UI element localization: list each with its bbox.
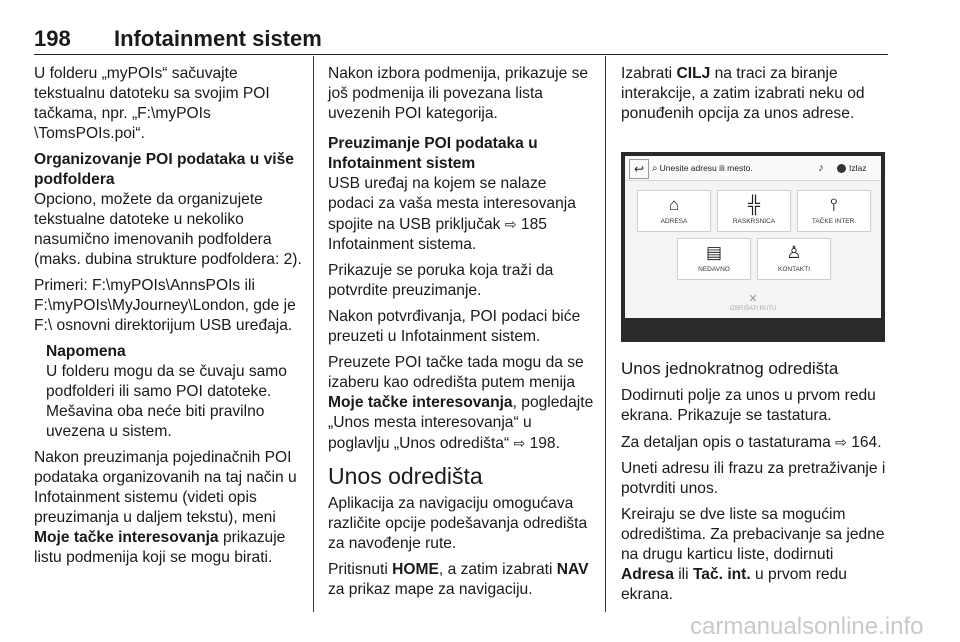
menu-reference: Moje tačke interesovanja [328, 394, 513, 411]
section-heading: Preuzimanje POI podataka u Infotainment sistem [328, 135, 538, 172]
text-run: Infotainment sistema. [328, 236, 477, 253]
tile-contacts[interactable] [757, 238, 831, 280]
note-text: U folderu mogu da se čuvaju samo podfolderi ili samo POI datoteke. Mešavina oba neće biti pravilno uvezena u sistem. [46, 363, 287, 440]
column-divider-2 [605, 56, 606, 612]
tile-label: TAČKE INTER. [811, 218, 857, 225]
menu-reference: Moje tačke interesovanja [34, 529, 219, 546]
text-run: ili [673, 566, 693, 583]
column-2 [328, 64, 594, 606]
clear-route-button[interactable] [625, 293, 881, 318]
page-ref-arrow-icon: ⇨ [504, 216, 517, 232]
voice-icon: ♪ [818, 162, 824, 174]
paragraph: Aplikacija za navigaciju omogućava različite opcije podešavanja odredišta za navođenje rute. [328, 495, 588, 552]
section-heading: Organizovanje POI podataka u više podfoldera [34, 151, 294, 188]
text-run: Nakon preuzimanja pojedinačnih POI podataka organizovanih na taj način u Infotainment sistemu (videti opis preuzimanja u daljem tekstu), meni [34, 449, 297, 526]
page-ref-arrow-icon: ⇨ [513, 435, 526, 451]
tile-intersection[interactable] [717, 190, 791, 232]
page-reference[interactable]: 198. [529, 435, 560, 452]
paragraph [328, 560, 594, 600]
paragraph [328, 174, 594, 255]
paragraph: U folderu „myPOIs“ sačuvajte tekstualnu datoteku sa svojim POI tačkama, npr. „F:\myPOIs \TomsPOIs.poi“. [34, 65, 270, 142]
poi-pin-icon: ⫯ [830, 195, 838, 214]
paragraph [621, 505, 889, 605]
button-reference: HOME [392, 561, 439, 578]
button-reference: CILJ [676, 65, 711, 82]
address-search-input[interactable] [652, 159, 802, 177]
paragraph: Nakon potvrđivanja, POI podaci biće preuzeti u Infotainment sistem. [328, 308, 581, 345]
text-run: Izabrati [621, 65, 677, 82]
paragraph: Dodirnuti polje za unos u prvom redu ekrana. Prikazuje se tastatura. [621, 387, 876, 424]
exit-button[interactable] [837, 159, 879, 177]
text-run: na traci za biranje interakcije, a zatim izabrati neku od ponuđenih opcija za unos adrese. [621, 65, 865, 122]
tile-address[interactable] [637, 190, 711, 232]
tile-label: RASKRSNICA [732, 218, 776, 225]
search-placeholder: Unesite adresu ili mesto. [659, 163, 753, 173]
chapter-heading: Unos odredišta [328, 463, 483, 489]
contact-icon: ♙ [786, 243, 802, 262]
paragraph: Primeri: F:\myPOIs\AnnsPOIs ili F:\myPOIs\MyJourney\London, gde je F:\ osnovni direktorijum USB uređaja. [34, 277, 296, 334]
tab-reference: Adresa [621, 566, 674, 583]
search-icon: ⌕ [652, 163, 658, 174]
paragraph [621, 64, 889, 124]
paragraph: Uneti adresu ili frazu za pretraživanje i potvrditi unos. [621, 460, 886, 497]
exit-icon [837, 164, 846, 173]
text-run: Pritisnuti [328, 561, 393, 578]
button-reference: NAV [556, 561, 589, 578]
page-header [34, 26, 888, 52]
text-run: USB uređaj na kojem se nalaze podaci za vaša mesta interesovanja spojite na USB priključak [328, 175, 576, 233]
column-3-lower [621, 358, 889, 611]
column-3 [621, 64, 889, 130]
tab-reference: Tač. int. [692, 566, 751, 583]
paragraph: Prikazuje se poruka koja traži da potvrdite preuzimanje. [328, 262, 554, 299]
paragraph [621, 432, 889, 453]
tile-label: KONTAKTI [777, 266, 811, 273]
header-divider [34, 54, 888, 55]
section-heading: Unos jednokratnog odredišta [621, 359, 839, 378]
tile-label: ADRESA [660, 218, 688, 225]
text-run: Kreiraju se dve liste sa mogućim odredištima. Za prebacivanje sa jedne na drugu karticu liste, dodirnuti [621, 506, 885, 563]
text-run: prikazuje listu podmenija koji se mogu birati. [34, 529, 286, 566]
tile-label: NEDAVNO [698, 266, 730, 273]
text-run: za prikaz mape za navigaciju. [328, 581, 533, 598]
voice-button[interactable] [812, 159, 830, 177]
intersection-icon: ╬ [747, 195, 761, 214]
close-icon: ✕ [748, 293, 758, 305]
navigation-screenshot [621, 152, 885, 342]
page-number: 198 [34, 26, 71, 51]
column-divider-1 [313, 56, 314, 612]
exit-label: Izlaz [849, 163, 867, 173]
back-arrow-icon: ↩ [633, 162, 645, 176]
watermark: carmanualsonline.info [690, 613, 924, 640]
recent-icon: ▤ [705, 243, 723, 262]
text-run: Preuzete POI tačke tada mogu da se izaberu kao odredišta putem menija [328, 354, 584, 391]
paragraph: Nakon izbora podmenija, prikazuje se još podmenija ili povezana lista uvezenih POI kategorija. [328, 65, 589, 122]
text-run: u prvom redu ekrana. [621, 566, 847, 603]
nav-screen [625, 156, 881, 318]
text-run: , a zatim izabrati [438, 561, 557, 578]
paragraph [34, 448, 302, 568]
page-reference[interactable]: 185 [520, 216, 547, 233]
note-title: Napomena [46, 343, 126, 360]
back-button[interactable] [629, 159, 649, 179]
clear-route-label: IZBRIŠATI RUTU [729, 306, 777, 312]
page-reference[interactable]: 164. [851, 434, 882, 451]
paragraph: Opciono, možete da organizujete tekstualne datoteke u nekoliko nasumično imenovanih podfoldera (maks. dubina strukture podfoldera: 2). [34, 191, 302, 268]
text-run: Za detaljan opis o tastaturama [621, 434, 836, 451]
note-box [46, 342, 302, 442]
page-ref-arrow-icon: ⇨ [835, 434, 847, 450]
page-title: Infotainment sistem [114, 26, 322, 51]
column-1 [34, 64, 302, 574]
text-run: , pogledajte „Unos mesta interesovanja“ u poglavlju „Unos odredišta“ [328, 394, 594, 452]
tile-poi[interactable] [797, 190, 871, 232]
home-icon: ⌂ [668, 195, 680, 214]
tile-recent[interactable] [677, 238, 751, 280]
paragraph [328, 353, 594, 454]
nav-top-bar [625, 156, 881, 181]
